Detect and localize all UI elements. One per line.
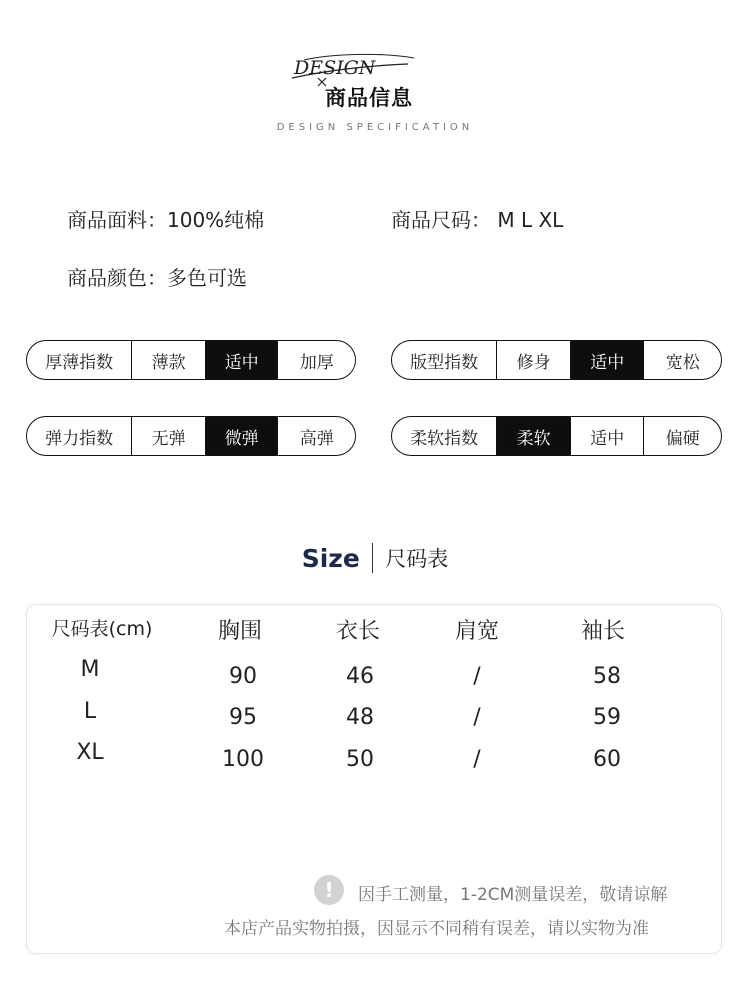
table-cell: /	[473, 747, 481, 772]
size-section-heading	[0, 538, 750, 578]
logo-script-text: DESIGN	[294, 57, 376, 79]
index-option: 薄款	[131, 341, 205, 379]
index-option: 加厚	[277, 341, 355, 379]
color-info: 商品颜色：多色可选	[67, 266, 247, 290]
index-label: 弹力指数	[45, 428, 114, 449]
sizes-info: 商品尺码： M L XL	[391, 208, 564, 232]
index-option: 无弹	[131, 417, 205, 455]
softness-index	[391, 416, 722, 456]
table-cell: 48	[346, 705, 374, 730]
table-cell: 60	[593, 747, 621, 772]
table-cell: 90	[229, 664, 257, 689]
fabric-info: 商品面料：100%纯棉	[67, 208, 265, 232]
page-title: 商品信息	[325, 86, 413, 110]
table-cell: 46	[346, 664, 374, 689]
size-title-en: Size	[301, 543, 360, 573]
fit-index	[391, 340, 722, 380]
exclamation-icon: !	[314, 875, 344, 905]
thickness-index	[26, 340, 356, 380]
index-label: 厚薄指数	[45, 352, 114, 373]
table-cell: /	[473, 705, 481, 730]
photo-note: 本店产品实物拍摄，因显示不同稍有误差，请以实物为准	[224, 919, 649, 939]
table-header: 胸围	[217, 619, 263, 644]
table-cell-size: XL	[76, 740, 104, 765]
table-cell: 95	[229, 705, 257, 730]
elasticity-index	[26, 416, 356, 456]
table-header: 尺码表(cm)	[51, 618, 153, 640]
index-option: 适中	[570, 341, 644, 379]
heading-divider	[372, 543, 374, 573]
index-option: 适中	[205, 341, 278, 379]
index-option: 适中	[570, 417, 644, 455]
index-option: 修身	[496, 341, 570, 379]
index-option: 宽松	[643, 341, 721, 379]
table-cell-size: L	[83, 699, 97, 724]
index-option: 柔软	[496, 417, 570, 455]
table-cell: 58	[593, 664, 621, 689]
index-label: 版型指数	[410, 352, 479, 373]
table-cell: /	[473, 664, 481, 689]
table-cell-size: M	[80, 657, 100, 682]
measurement-note: 因手工测量，1-2CM测量误差，敬请谅解	[358, 885, 668, 905]
index-option: 偏硬	[643, 417, 721, 455]
table-header: 衣长	[335, 619, 381, 644]
table-header: 肩宽	[454, 619, 500, 644]
page-subtitle: DESIGN SPECIFICATION	[276, 122, 474, 133]
index-option: 微弹	[205, 417, 278, 455]
table-cell: 50	[346, 747, 374, 772]
table-header: 袖长	[580, 619, 626, 644]
table-cell: 100	[222, 747, 264, 772]
size-title-cn: 尺码表	[385, 547, 449, 571]
table-cell: 59	[593, 705, 621, 730]
index-option: 高弹	[277, 417, 355, 455]
index-label: 柔软指数	[410, 428, 479, 449]
